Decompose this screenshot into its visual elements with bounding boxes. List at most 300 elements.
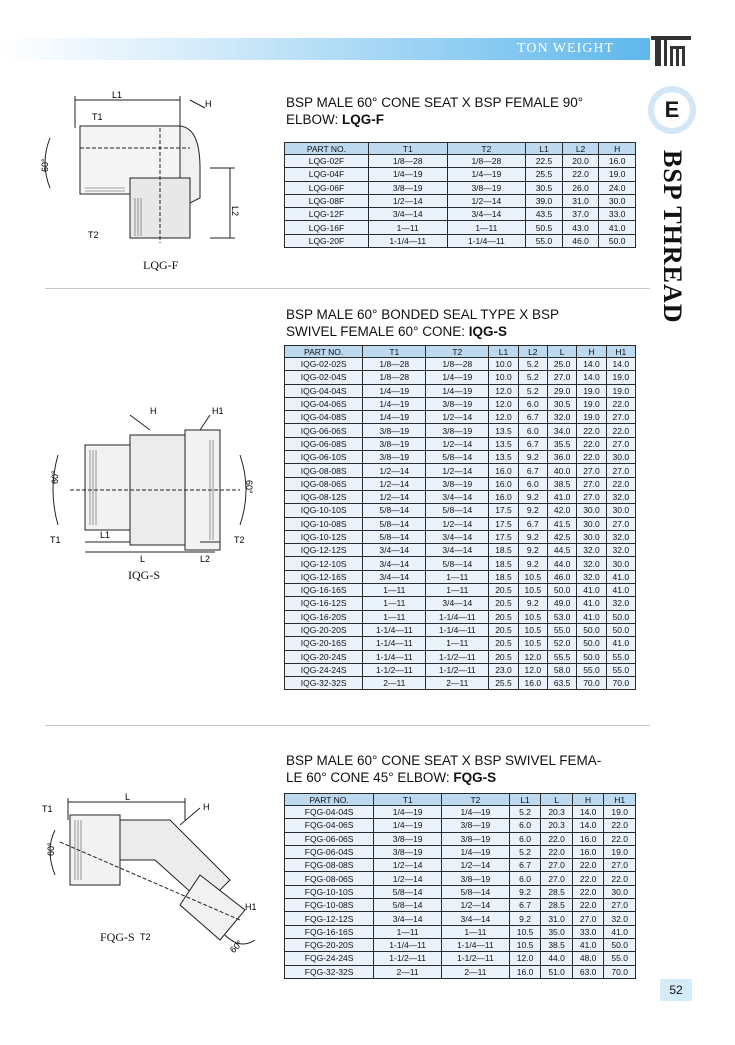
table-cell: 12.0 <box>509 952 541 965</box>
table-cell: 1-1/4—11 <box>442 938 510 951</box>
table-cell: 10.5 <box>509 925 541 938</box>
table-cell: IQG-06-10S <box>285 451 363 464</box>
table-row <box>285 424 636 437</box>
table-cell: 1—11 <box>447 221 526 234</box>
table-cell: IQG-20-20S <box>285 623 363 636</box>
table-cell: 32.0 <box>577 557 606 570</box>
table-row <box>285 938 636 951</box>
table-row <box>285 637 636 650</box>
table-cell: 5/8—14 <box>374 899 442 912</box>
table-cell: IQG-10-08S <box>285 517 363 530</box>
table-cell: 27.0 <box>547 371 576 384</box>
table-cell: 16.0 <box>599 155 636 168</box>
column-header: T2 <box>447 143 526 155</box>
column-header: T1 <box>363 346 426 358</box>
table-cell: 16.0 <box>509 965 541 978</box>
table-row <box>285 663 636 676</box>
table-row <box>285 437 636 450</box>
table-cell: FQG-20-20S <box>285 938 374 951</box>
table-cell: 3/8—19 <box>447 181 526 194</box>
table-cell: 22.0 <box>606 424 635 437</box>
table-row <box>285 490 636 503</box>
table-row <box>285 194 636 207</box>
table-cell: 58.0 <box>547 663 576 676</box>
table-cell: 46.0 <box>547 570 576 583</box>
table-cell: 22.0 <box>577 451 606 464</box>
table-cell: 20.5 <box>489 597 518 610</box>
table-cell: FQG-12-12S <box>285 912 374 925</box>
table-cell: 6.7 <box>518 411 547 424</box>
table-row <box>285 208 636 221</box>
table-cell: 3/8—19 <box>442 872 510 885</box>
table-cell: 55.0 <box>606 650 635 663</box>
table-cell: IQG-04-08S <box>285 411 363 424</box>
table-cell: 30.0 <box>577 517 606 530</box>
table-cell: 28.5 <box>541 885 573 898</box>
table-cell: 24.0 <box>599 181 636 194</box>
table-cell: 3/4—14 <box>363 570 426 583</box>
table-cell: 10.5 <box>509 938 541 951</box>
svg-text:60°: 60° <box>40 158 50 172</box>
table-row <box>285 859 636 872</box>
table-row <box>285 411 636 424</box>
table-cell: 19.0 <box>604 845 636 858</box>
svg-text:T1: T1 <box>42 804 53 814</box>
table-cell: 1/8—28 <box>447 155 526 168</box>
table-cell: 1/2—14 <box>363 477 426 490</box>
table-cell: 42.5 <box>547 530 576 543</box>
table-cell: 14.0 <box>572 806 604 819</box>
table-cell: 1/4—19 <box>363 397 426 410</box>
table-cell: 1-1/4—11 <box>363 623 426 636</box>
table-cell: 27.0 <box>604 859 636 872</box>
table-row <box>285 650 636 663</box>
table-cell: 3/4—14 <box>426 544 489 557</box>
table-cell: 55.0 <box>547 623 576 636</box>
table-row <box>285 899 636 912</box>
table-cell: 25.5 <box>489 677 518 690</box>
table-cell: 41.0 <box>599 221 636 234</box>
table-cell: IQG-04-04S <box>285 384 363 397</box>
figure-label: LQG-F <box>143 258 179 272</box>
table-cell: 36.0 <box>547 451 576 464</box>
table-cell: 16.0 <box>518 677 547 690</box>
table-cell: FQG-06-04S <box>285 845 374 858</box>
table-cell: 1/2—14 <box>447 194 526 207</box>
table-cell: 42.0 <box>547 504 576 517</box>
table-cell: 12.0 <box>518 663 547 676</box>
table-cell: 31.0 <box>541 912 573 925</box>
table-row <box>285 623 636 636</box>
table-cell: IQG-12-12S <box>285 544 363 557</box>
spec-table <box>284 793 636 979</box>
table-cell: LQG-08F <box>285 194 369 207</box>
table-cell: 44.0 <box>547 557 576 570</box>
page-number: 52 <box>660 979 692 1001</box>
table-cell: 3/8—19 <box>426 424 489 437</box>
svg-text:60°: 60° <box>227 938 245 955</box>
svg-text:H1: H1 <box>212 406 224 416</box>
table-cell: LQG-02F <box>285 155 369 168</box>
table-cell: 3/4—14 <box>442 912 510 925</box>
table-cell: 1/4—19 <box>368 168 447 181</box>
svg-text:L1: L1 <box>100 530 111 540</box>
table-cell: 27.0 <box>577 464 606 477</box>
part-code: FQG-S <box>453 770 497 785</box>
table-cell: 49.0 <box>547 597 576 610</box>
table-cell: 3/4—14 <box>426 530 489 543</box>
table-cell: 18.5 <box>489 570 518 583</box>
svg-text:60°: 60° <box>46 842 56 856</box>
table-cell: 25.5 <box>526 168 563 181</box>
table-cell: 1/4—19 <box>447 168 526 181</box>
table-cell: FQG-10-10S <box>285 885 374 898</box>
table-cell: 30.0 <box>599 194 636 207</box>
table-row <box>285 504 636 517</box>
table-cell: 50.0 <box>577 650 606 663</box>
table-cell: 35.5 <box>547 437 576 450</box>
table-cell: 10.5 <box>518 623 547 636</box>
table-cell: 1-1/2—11 <box>374 952 442 965</box>
table-cell: 5/8—14 <box>442 885 510 898</box>
table-cell: FQG-08-06S <box>285 872 374 885</box>
table-cell: 9.2 <box>509 885 541 898</box>
table-cell: 1/2—14 <box>374 872 442 885</box>
table-cell: 37.0 <box>562 208 599 221</box>
divider <box>45 288 650 289</box>
table-cell: 50.5 <box>526 221 563 234</box>
table-cell: 30.5 <box>547 397 576 410</box>
table-cell: 41.0 <box>606 570 635 583</box>
table-row <box>285 819 636 832</box>
table-cell: 14.0 <box>577 371 606 384</box>
table-cell: 30.0 <box>606 504 635 517</box>
table-cell: 1-1/4—11 <box>363 650 426 663</box>
table-cell: 30.5 <box>526 181 563 194</box>
figure-label: FQG-S <box>100 930 135 944</box>
svg-text:H: H <box>150 406 157 416</box>
table-cell: 22.5 <box>526 155 563 168</box>
table-cell: 50.0 <box>604 938 636 951</box>
svg-text:T2: T2 <box>88 230 99 240</box>
table-cell: 1—11 <box>363 584 426 597</box>
table-cell: 17.5 <box>489 530 518 543</box>
table-cell: 9.2 <box>518 504 547 517</box>
table-cell: 1-1/2—11 <box>363 663 426 676</box>
table-cell: 1/2—14 <box>368 194 447 207</box>
table-row <box>285 952 636 965</box>
table-cell: 2—11 <box>426 677 489 690</box>
table-cell: 32.0 <box>606 490 635 503</box>
table-cell: 46.0 <box>562 234 599 247</box>
divider <box>45 725 650 726</box>
table-cell: 3/8—19 <box>368 181 447 194</box>
table-row <box>285 925 636 938</box>
table-cell: 1/2—14 <box>363 490 426 503</box>
table-cell: IQG-08-06S <box>285 477 363 490</box>
table-cell: 6.7 <box>509 899 541 912</box>
table-row <box>285 570 636 583</box>
table-cell: 9.2 <box>518 530 547 543</box>
table-cell: 1—11 <box>363 597 426 610</box>
table-cell: 3/4—14 <box>374 912 442 925</box>
table-cell: FQG-24-24S <box>285 952 374 965</box>
table-cell: 13.5 <box>489 437 518 450</box>
section-title: BSP MALE 60° CONE SEAT X BSP FEMALE 90° ELBOW: LQG-F <box>286 95 584 127</box>
table-cell: IQG-10-10S <box>285 504 363 517</box>
table-cell: 6.0 <box>509 832 541 845</box>
table-cell: 50.0 <box>606 610 635 623</box>
table-cell: IQG-06-08S <box>285 437 363 450</box>
table-cell: FQG-04-04S <box>285 806 374 819</box>
table-cell: 41.0 <box>604 925 636 938</box>
table-cell: 32.0 <box>577 570 606 583</box>
table-cell: 1/4—19 <box>426 384 489 397</box>
table-cell: 27.0 <box>541 859 573 872</box>
table-cell: 5/8—14 <box>426 504 489 517</box>
tw-logo-icon <box>651 34 691 70</box>
table-cell: 35.0 <box>541 925 573 938</box>
table-cell: 16.0 <box>489 464 518 477</box>
table-cell: 1/2—14 <box>442 899 510 912</box>
table-cell: LQG-06F <box>285 181 369 194</box>
table-row <box>285 677 636 690</box>
table-cell: 27.0 <box>572 912 604 925</box>
table-cell: 22.0 <box>606 397 635 410</box>
table-cell: 10.5 <box>518 570 547 583</box>
table-row <box>285 912 636 925</box>
table-cell: 9.2 <box>518 557 547 570</box>
table-cell: 3/8—19 <box>374 832 442 845</box>
table-row <box>285 384 636 397</box>
table-cell: 40.0 <box>547 464 576 477</box>
table-cell: 27.0 <box>606 517 635 530</box>
table-cell: 33.0 <box>572 925 604 938</box>
table-cell: 17.5 <box>489 504 518 517</box>
table-cell: 22.0 <box>577 424 606 437</box>
spec-table <box>284 142 636 248</box>
table-cell: 5/8—14 <box>426 557 489 570</box>
table-cell: 3/4—14 <box>447 208 526 221</box>
table-cell: 1—11 <box>363 610 426 623</box>
table-cell: 1/4—19 <box>363 411 426 424</box>
table-cell: FQG-08-08S <box>285 859 374 872</box>
table-cell: IQG-12-16S <box>285 570 363 583</box>
brand-text: TON WEIGHT <box>517 41 614 56</box>
svg-text:H: H <box>205 99 212 109</box>
table-cell: 22.0 <box>604 832 636 845</box>
table-cell: 19.0 <box>606 384 635 397</box>
table-cell: 55.0 <box>604 952 636 965</box>
table-row <box>285 155 636 168</box>
table-row <box>285 530 636 543</box>
table-cell: 6.7 <box>509 859 541 872</box>
section-title: BSP MALE 60° BONDED SEAL TYPE X BSP SWIVEL FEMALE 60° CONE: IQG-S <box>286 307 560 339</box>
table-cell: IQG-20-16S <box>285 637 363 650</box>
table-cell: 1-1/2—11 <box>426 650 489 663</box>
table-cell: 16.0 <box>489 490 518 503</box>
table-cell: 6.0 <box>509 819 541 832</box>
svg-text:L2: L2 <box>200 554 211 564</box>
svg-text:L: L <box>125 792 131 802</box>
table-cell: 14.0 <box>572 819 604 832</box>
column-header: PART NO. <box>285 794 374 806</box>
table-cell: 43.0 <box>562 221 599 234</box>
table-cell: 30.0 <box>606 557 635 570</box>
column-header: T1 <box>368 143 447 155</box>
column-header: L2 <box>518 346 547 358</box>
table-cell: 1/8—28 <box>363 371 426 384</box>
column-header: H <box>572 794 604 806</box>
table-cell: 3/4—14 <box>426 597 489 610</box>
table-header-row <box>285 346 636 358</box>
column-header: T1 <box>374 794 442 806</box>
table-cell: 12.0 <box>489 411 518 424</box>
table-cell: 38.5 <box>547 477 576 490</box>
table-cell: 5/8—14 <box>374 885 442 898</box>
table-cell: 22.0 <box>572 899 604 912</box>
table-cell: 30.0 <box>604 885 636 898</box>
table-cell: 19.0 <box>577 384 606 397</box>
table-cell: LQG-12F <box>285 208 369 221</box>
table-cell: 3/8—19 <box>374 845 442 858</box>
table-cell: 63.0 <box>572 965 604 978</box>
table-cell: IQG-32-32S <box>285 677 363 690</box>
table-cell: 1/2—14 <box>363 464 426 477</box>
table-row <box>285 597 636 610</box>
table-row <box>285 477 636 490</box>
section-letter-badge <box>648 86 696 134</box>
table-cell: 32.0 <box>547 411 576 424</box>
table-cell: 32.0 <box>577 544 606 557</box>
iqg-s-drawing <box>40 400 260 565</box>
table-cell: 1/4—19 <box>374 819 442 832</box>
column-header: L1 <box>489 346 518 358</box>
table-cell: 9.2 <box>518 597 547 610</box>
table-cell: 41.0 <box>606 584 635 597</box>
table-cell: 33.0 <box>599 208 636 221</box>
table-cell: 27.0 <box>541 872 573 885</box>
table-cell: 22.0 <box>572 885 604 898</box>
table-cell: 10.0 <box>489 358 518 371</box>
table-cell: 6.7 <box>518 437 547 450</box>
table-cell: FQG-10-08S <box>285 899 374 912</box>
table-row <box>285 371 636 384</box>
spec-table <box>284 345 636 690</box>
table-cell: IQG-08-12S <box>285 490 363 503</box>
table-cell: 19.0 <box>599 168 636 181</box>
table-cell: 20.0 <box>562 155 599 168</box>
table-cell: 3/4—14 <box>363 544 426 557</box>
table-cell: 16.0 <box>572 845 604 858</box>
column-header: H <box>577 346 606 358</box>
column-header: L <box>547 346 576 358</box>
table-cell: 5.2 <box>518 371 547 384</box>
table-cell: 5.2 <box>518 358 547 371</box>
table-cell: IQG-06-06S <box>285 424 363 437</box>
table-cell: 20.5 <box>489 610 518 623</box>
table-cell: LQG-16F <box>285 221 369 234</box>
table-cell: 6.0 <box>518 424 547 437</box>
table-cell: 1/4—19 <box>363 384 426 397</box>
table-cell: 10.0 <box>489 371 518 384</box>
table-cell: 20.5 <box>489 650 518 663</box>
table-cell: IQG-20-24S <box>285 650 363 663</box>
table-cell: 22.0 <box>541 845 573 858</box>
table-cell: 3/8—19 <box>426 397 489 410</box>
table-cell: 28.5 <box>541 899 573 912</box>
table-cell: 1-1/4—11 <box>363 637 426 650</box>
table-cell: 3/8—19 <box>363 424 426 437</box>
table-cell: IQG-08-08S <box>285 464 363 477</box>
table-cell: 12.0 <box>489 397 518 410</box>
table-cell: 20.5 <box>489 637 518 650</box>
table-cell: 1/2—14 <box>374 859 442 872</box>
table-cell: 1/2—14 <box>442 859 510 872</box>
svg-text:T1: T1 <box>92 112 103 122</box>
table-cell: 2—11 <box>374 965 442 978</box>
table-cell: 32.0 <box>606 544 635 557</box>
table-cell: 3/4—14 <box>363 557 426 570</box>
table-cell: 13.5 <box>489 451 518 464</box>
table-cell: 18.5 <box>489 557 518 570</box>
table-cell: 5/8—14 <box>363 504 426 517</box>
table-cell: 3/8—19 <box>426 477 489 490</box>
table-cell: 20.5 <box>489 623 518 636</box>
table-cell: 25.0 <box>547 358 576 371</box>
table-cell: 1/2—14 <box>426 437 489 450</box>
table-cell: 2—11 <box>442 965 510 978</box>
table-cell: 5/8—14 <box>363 517 426 530</box>
table-cell: 27.0 <box>604 899 636 912</box>
table-cell: 41.0 <box>606 637 635 650</box>
table-cell: 41.0 <box>547 490 576 503</box>
svg-text:H1: H1 <box>245 902 257 912</box>
table-cell: 1-1/4—11 <box>368 234 447 247</box>
table-cell: 3/4—14 <box>426 490 489 503</box>
table-row <box>285 610 636 623</box>
table-cell: 55.0 <box>606 663 635 676</box>
table-cell: 1-1/4—11 <box>426 610 489 623</box>
table-cell: LQG-04F <box>285 168 369 181</box>
table-cell: 1-1/2—11 <box>426 663 489 676</box>
table-cell: 1/4—19 <box>426 371 489 384</box>
table-cell: 50.0 <box>606 623 635 636</box>
table-cell: 22.0 <box>577 437 606 450</box>
table-cell: 23.0 <box>489 663 518 676</box>
table-row <box>285 557 636 570</box>
table-row <box>285 397 636 410</box>
table-cell: 1-1/4—11 <box>426 623 489 636</box>
table-cell: 9.2 <box>509 912 541 925</box>
table-row <box>285 544 636 557</box>
svg-text:H: H <box>203 802 210 812</box>
table-cell: FQG-04-06S <box>285 819 374 832</box>
table-cell: IQG-04-06S <box>285 397 363 410</box>
table-cell: 27.0 <box>606 464 635 477</box>
table-cell: 17.5 <box>489 517 518 530</box>
table-cell: 19.0 <box>577 411 606 424</box>
table-cell: 3/8—19 <box>363 451 426 464</box>
table-cell: 19.0 <box>577 397 606 410</box>
part-code: IQG-S <box>468 324 507 339</box>
table-cell: 19.0 <box>606 371 635 384</box>
table-cell: 30.0 <box>606 451 635 464</box>
table-cell: 1/4—19 <box>442 845 510 858</box>
table-cell: 1—11 <box>374 925 442 938</box>
table-cell: FQG-32-32S <box>285 965 374 978</box>
svg-text:T2: T2 <box>140 932 151 942</box>
